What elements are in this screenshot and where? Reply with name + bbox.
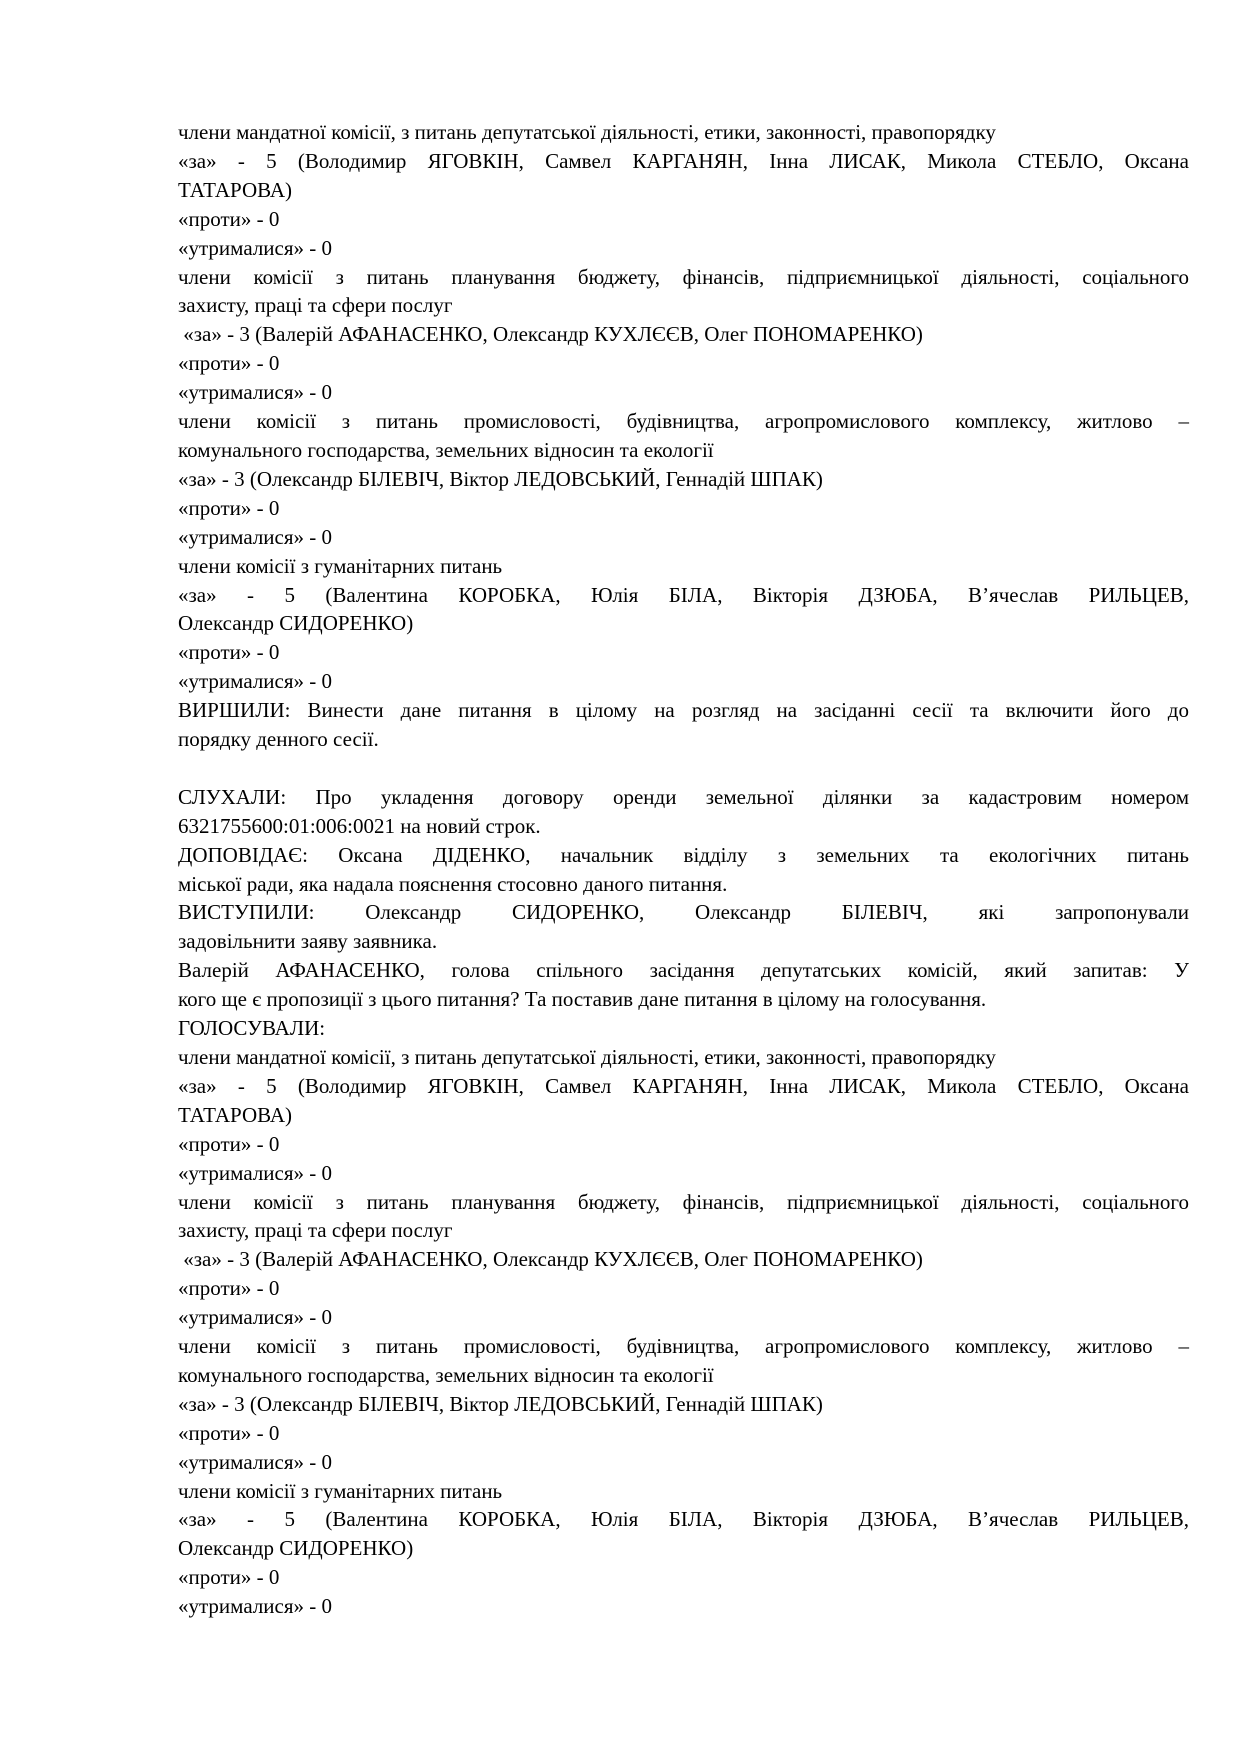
- paragraph-gap: [178, 754, 1189, 783]
- mandate-vote-abstained: «утрималися» - 0: [178, 235, 333, 260]
- industry-commission-members: члени комісії з питань промисловості, будівництва, агропромислового комплексу, житлово –: [178, 409, 1189, 434]
- decision-text: ВИРШИЛИ: Винести дане питання в цілому на розгляд на засіданні сесії та включити його до: [178, 698, 1189, 723]
- budget-vote-abstained: «утрималися» - 0: [178, 1305, 333, 1330]
- industry-vote-for: «за» - 3 (Олександр БІЛЕВІЧ, Віктор ЛЕДОВСЬКИЙ, Геннадій ШПАК): [178, 466, 823, 491]
- speakers-text-continued: задовільнити заяву заявника.: [178, 929, 438, 954]
- voted-heading: ГОЛОСУВАЛИ:: [178, 1016, 326, 1041]
- industry-commission-members: члени комісії з питань промисловості, будівництва, агропромислового комплексу, житлово –: [178, 1334, 1189, 1359]
- mandate-vote-against: «проти» - 0: [178, 1131, 280, 1156]
- mandate-commission-members: члени мандатної комісії, з питань депутатської діяльності, етики, законності, правопорядку: [178, 120, 996, 144]
- chair-text: Валерій АФАНАСЕНКО, голова спільного засідання депутатських комісій, який запитав: У: [178, 958, 1189, 983]
- chair-text-continued: кого ще є пропозиції з цього питання? Та поставив дане питання в цілому на голосування.: [178, 987, 987, 1012]
- budget-vote-against: «проти» - 0: [178, 1276, 280, 1301]
- humanitarian-vote-for-continued: Олександр СИДОРЕНКО): [178, 1536, 414, 1561]
- industry-vote-abstained: «утрималися» - 0: [178, 1449, 333, 1474]
- industry-commission-members-continued: комунального господарства, земельних відносин та екології: [178, 1362, 714, 1387]
- industry-commission-members-continued: комунального господарства, земельних відносин та екології: [178, 437, 714, 462]
- speakers-text: ВИСТУПИЛИ: Олександр СИДОРЕНКО, Олександр БІЛЕВІЧ, які запропонували: [178, 900, 1189, 925]
- humanitarian-commission-members: члени комісії з гуманітарних питань: [178, 1478, 503, 1503]
- reporter-text: ДОПОВІДАЄ: Оксана ДІДЕНКО, начальник відділу з земельних та екологічних питань: [178, 842, 1189, 867]
- budget-vote-for: «за» - 3 (Валерій АФАНАСЕНКО, Олександр КУХЛЄЄВ, Олег ПОНОМАРЕНКО): [178, 1247, 923, 1272]
- mandate-vote-for: «за» - 5 (Володимир ЯГОВКІН, Самвел КАРГАНЯН, Інна ЛИСАК, Микола СТЕБЛО, Оксана: [178, 148, 1189, 173]
- budget-commission-members: члени комісії з питань планування бюджету, фінансів, підприємницької діяльності, соціального: [178, 264, 1189, 289]
- budget-vote-abstained: «утрималися» - 0: [178, 380, 333, 405]
- mandate-commission-members: члени мандатної комісії, з питань депутатської діяльності, етики, законності, правопорядку: [178, 1044, 996, 1069]
- mandate-vote-for-continued: ТАТАРОВА): [178, 1102, 292, 1127]
- heard-text: СЛУХАЛИ: Про укладення договору оренди земельної ділянки за кадастровим номером: [178, 784, 1189, 809]
- humanitarian-vote-against: «проти» - 0: [178, 640, 280, 665]
- industry-vote-for: «за» - 3 (Олександр БІЛЕВІЧ, Віктор ЛЕДОВСЬКИЙ, Геннадій ШПАК): [178, 1391, 823, 1416]
- budget-commission-members-continued: захисту, праці та сфери послуг: [178, 293, 453, 318]
- mandate-vote-abstained: «утрималися» - 0: [178, 1160, 333, 1185]
- humanitarian-vote-for-continued: Олександр СИДОРЕНКО): [178, 611, 414, 636]
- mandate-vote-for: «за» - 5 (Володимир ЯГОВКІН, Самвел КАРГАНЯН, Інна ЛИСАК, Микола СТЕБЛО, Оксана: [178, 1073, 1189, 1098]
- industry-vote-abstained: «утрималися» - 0: [178, 524, 333, 549]
- humanitarian-vote-for: «за» - 5 (Валентина КОРОБКА, Юлія БІЛА, Вікторія ДЗЮБА, В’ячеслав РИЛЬЦЕВ,: [178, 1507, 1189, 1532]
- humanitarian-vote-abstained: «утрималися» - 0: [178, 1594, 333, 1619]
- budget-vote-against: «проти» - 0: [178, 351, 280, 376]
- humanitarian-vote-against: «проти» - 0: [178, 1565, 280, 1590]
- mandate-vote-against: «проти» - 0: [178, 206, 280, 231]
- budget-commission-members-continued: захисту, праці та сфери послуг: [178, 1218, 453, 1243]
- heard-text-continued: 6321755600:01:006:0021 на новий строк.: [178, 813, 541, 838]
- humanitarian-vote-for: «за» - 5 (Валентина КОРОБКА, Юлія БІЛА, Вікторія ДЗЮБА, В’ячеслав РИЛЬЦЕВ,: [178, 582, 1189, 607]
- industry-vote-against: «проти» - 0: [178, 1420, 280, 1445]
- industry-vote-against: «проти» - 0: [178, 495, 280, 520]
- document-page: [178, 118, 1189, 1621]
- humanitarian-commission-members: члени комісії з гуманітарних питань: [178, 553, 503, 578]
- mandate-vote-for-continued: ТАТАРОВА): [178, 177, 292, 202]
- decision-text-continued: порядку денного сесії.: [178, 727, 379, 752]
- budget-vote-for: «за» - 3 (Валерій АФАНАСЕНКО, Олександр КУХЛЄЄВ, Олег ПОНОМАРЕНКО): [178, 322, 923, 347]
- humanitarian-vote-abstained: «утрималися» - 0: [178, 669, 333, 694]
- reporter-text-continued: міської ради, яка надала пояснення стосовно даного питання.: [178, 871, 728, 896]
- budget-commission-members: члени комісії з питань планування бюджету, фінансів, підприємницької діяльності, соціального: [178, 1189, 1189, 1214]
